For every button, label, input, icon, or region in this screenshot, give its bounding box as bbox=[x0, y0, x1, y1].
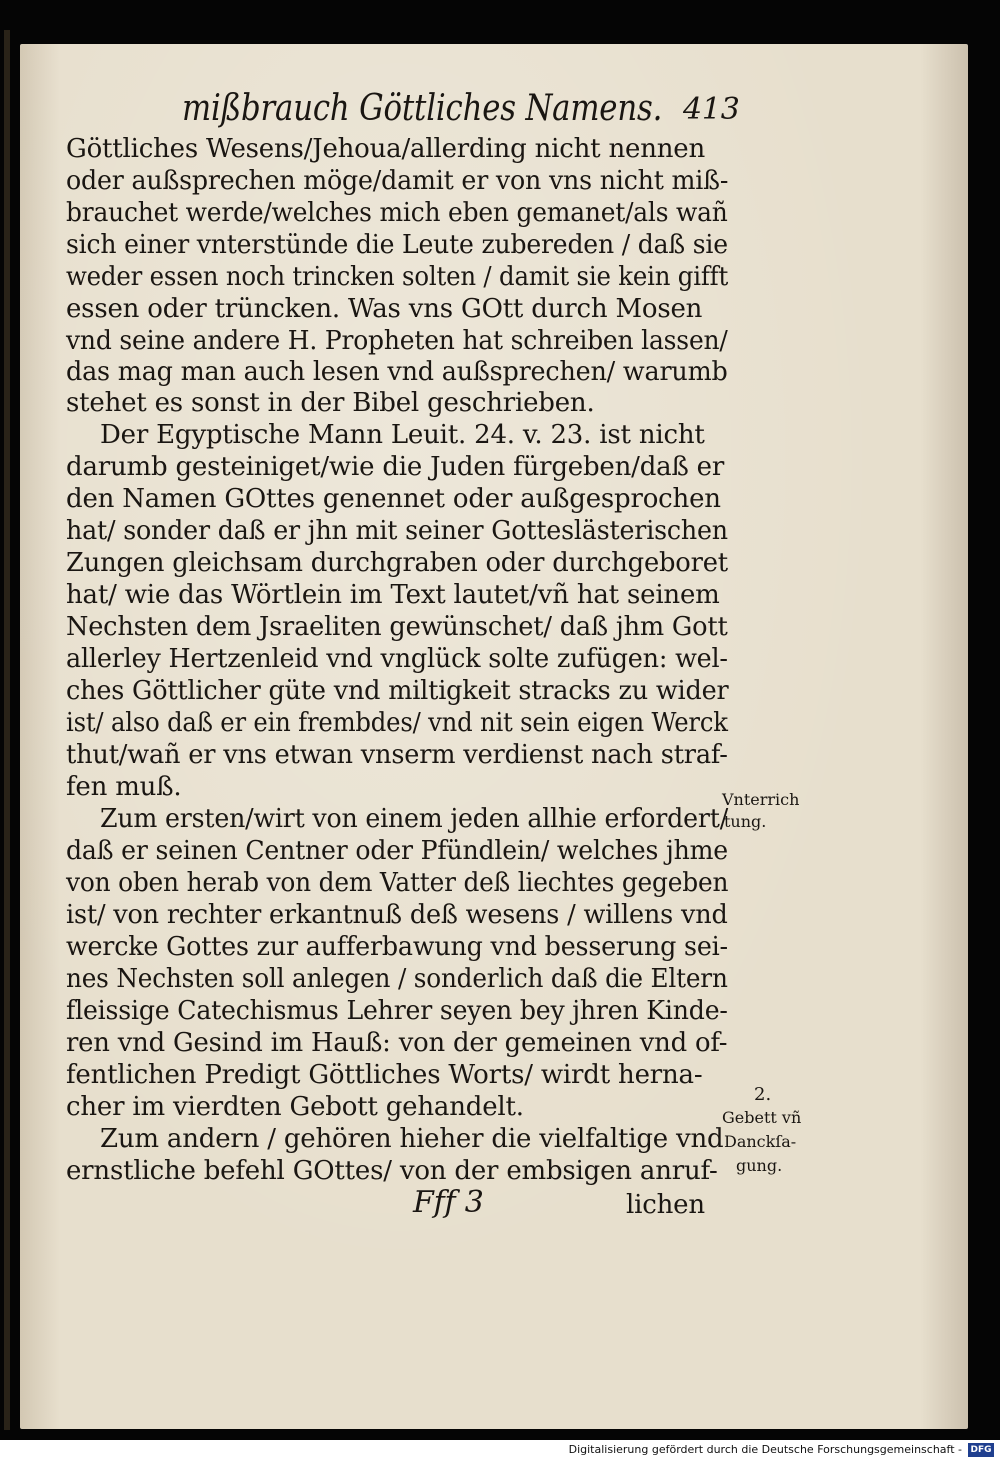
text-line: ernstliche befehl GOttes/ von der embsigen anruf- bbox=[66, 1156, 718, 1186]
footer-bar bbox=[0, 1440, 1000, 1461]
text-line: sich einer vnterstünde die Leute zubereden / daß sie bbox=[66, 230, 728, 260]
text-line: fentlichen Predigt Göttliches Worts/ wirdt herna- bbox=[66, 1060, 703, 1090]
text-line: hat/ wie das Wörtlein im Text lautet/vñ hat seinem bbox=[66, 580, 720, 610]
margin-note-2-line-3: Danckſa- bbox=[724, 1132, 797, 1151]
catchword: lichen bbox=[626, 1190, 705, 1220]
margin-note-2-line-2: Gebett vñ bbox=[722, 1108, 802, 1127]
text-line: vnd seine andere H. Propheten hat schreiben lassen/ bbox=[66, 326, 728, 356]
text-line: ist/ also daß er ein frembdes/ vnd nit sein eigen Werck bbox=[66, 708, 728, 738]
text-line: Der Egyptische Mann Leuit. 24. v. 23. ist nicht bbox=[100, 420, 705, 450]
text-line: fleissige Catechismus Lehrer seyen bey jhren Kinde- bbox=[66, 996, 728, 1026]
text-line: Zum andern / gehören hieher die vielfaltige vnd bbox=[100, 1124, 724, 1154]
dfg-logo-icon: DFG bbox=[968, 1443, 994, 1457]
signature-mark: Fff 3 bbox=[413, 1185, 484, 1220]
text-line: hat/ sonder daß er jhn mit seiner Gotteslästerischen bbox=[66, 516, 728, 546]
text-line: ren vnd Gesind im Hauß: von der gemeinen vnd of- bbox=[66, 1028, 728, 1058]
text-line: darumb gesteiniget/wie die Juden fürgeben/daß er bbox=[66, 452, 725, 482]
text-line: den Namen GOttes genennet oder außgesprochen bbox=[66, 484, 721, 514]
book-edge bbox=[4, 30, 10, 1430]
text-line: von oben herab von dem Vatter deß liechtes gegeben bbox=[66, 868, 729, 898]
text-line: Nechsten dem Jsraeliten gewünschet/ daß jhm Gott bbox=[66, 612, 728, 642]
margin-note-1-line-2: tung. bbox=[724, 812, 767, 831]
text-line: daß er seinen Centner oder Pfündlein/ welches jhme bbox=[66, 836, 728, 866]
text-line: das mag man auch lesen vnd außsprechen/ warumb bbox=[66, 357, 728, 387]
text-line: Göttliches Wesens/Jehoua/allerding nicht nennen bbox=[66, 134, 706, 164]
text-line: Zum ersten/wirt von einem jeden allhie erfordert/ bbox=[100, 804, 729, 834]
text-line: essen oder trüncken. Was vns GOtt durch Mosen bbox=[66, 294, 703, 324]
text-line: wercke Gottes zur aufferbawung vnd besserung sei- bbox=[66, 932, 728, 962]
margin-note-2-line-1: 2. bbox=[754, 1084, 772, 1105]
text-line: nes Nechsten soll anlegen / sonderlich daß die Eltern bbox=[66, 964, 728, 994]
footer-credit-text: Digitalisierung gefördert durch die Deutsche Forschungsgemeinschaft - bbox=[568, 1443, 962, 1456]
text-line: thut/wañ er vns etwan vnserm verdienst nach straf- bbox=[66, 740, 728, 770]
text-line: allerley Hertzenleid vnd vnglück solte zufügen: wel- bbox=[66, 644, 728, 674]
text-line: stehet es sonst in der Bibel geschrieben. bbox=[66, 388, 595, 418]
text-line: ist/ von rechter erkantnuß deß wesens / willens vnd bbox=[66, 900, 728, 930]
running-title: mißbrauch Göttliches Namens. bbox=[182, 88, 663, 129]
text-line: fen muß. bbox=[66, 772, 182, 802]
page-number: 413 bbox=[683, 92, 740, 127]
text-line: ches Göttlicher güte vnd miltigkeit stracks zu wider bbox=[66, 676, 729, 706]
margin-note-2-line-4: gung. bbox=[736, 1156, 783, 1175]
text-line: weder essen noch trincken solten / damit sie kein gifft bbox=[66, 262, 729, 292]
text-line: Zungen gleichsam durchgraben oder durchgeboret bbox=[66, 548, 728, 578]
text-line: brauchet werde/welches mich eben gemanet/als wañ bbox=[66, 198, 728, 228]
text-line: cher im vierdten Gebott gehandelt. bbox=[66, 1092, 524, 1122]
text-line: oder außsprechen möge/damit er von vns nicht miß- bbox=[66, 166, 729, 196]
margin-note-1-line-1: Vnterrich bbox=[722, 790, 800, 809]
